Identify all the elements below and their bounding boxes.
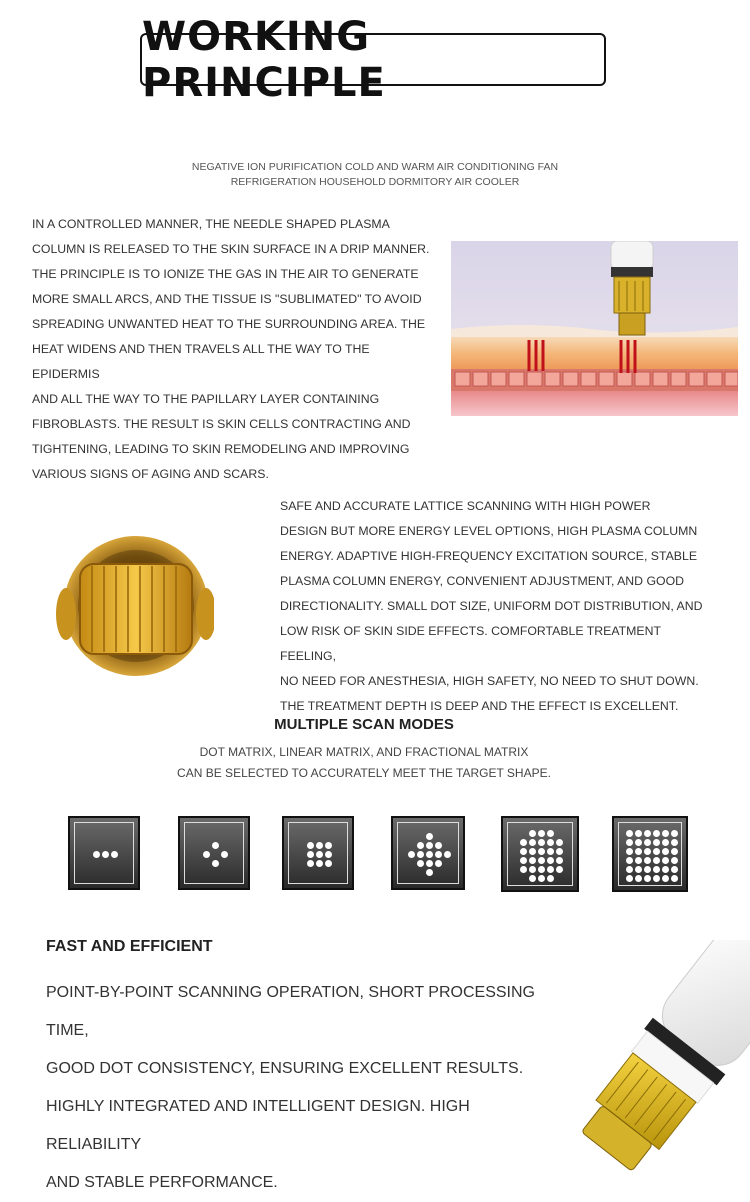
lattice-line: DESIGN BUT MORE ENERGY LEVEL OPTIONS, HIGH PLASMA COLUMN [280, 524, 698, 538]
scan-mode-grid-small-icon [282, 816, 354, 890]
principle-line: IN A CONTROLLED MANNER, THE NEEDLE SHAPED PLASMA [32, 217, 390, 231]
principle-line: MORE SMALL ARCS, AND THE TISSUE IS "SUBLIMATED" TO AVOID [32, 292, 422, 306]
lattice-line: DIRECTIONALITY. SMALL DOT SIZE, UNIFORM DOT DISTRIBUTION, AND [280, 599, 703, 613]
scan-mode-circle-grid-icon [501, 816, 579, 892]
scan-modes-description [0, 742, 728, 784]
page-title: WORKING PRINCIPLE [142, 13, 386, 106]
principle-line: AND ALL THE WAY TO THE PAPILLARY LAYER CONTAINING [32, 392, 380, 406]
scan-mode-diamond-icon [391, 816, 465, 890]
scan-mode-dot-line-icon [68, 816, 140, 890]
handpiece-image [548, 940, 750, 1190]
fast-line: POINT-BY-POINT SCANNING OPERATION, SHORT PROCESSING TIME, [46, 984, 535, 1039]
principle-line: COLUMN IS RELEASED TO THE SKIN SURFACE IN A DRIP MANNER. [32, 242, 430, 256]
scan-modes-desc-line-1: DOT MATRIX, LINEAR MATRIX, AND FRACTIONAL MATRIX [199, 745, 529, 759]
fast-line: HIGHLY INTEGRATED AND INTELLIGENT DESIGN. HIGH RELIABILITY [46, 1098, 470, 1153]
skin-cells-row [455, 372, 738, 386]
principle-line: SPREADING UNWANTED HEAT TO THE SURROUNDING AREA. THE [32, 317, 426, 331]
roller-head-image [56, 534, 214, 680]
title-box [140, 13, 606, 106]
principle-paragraph [32, 212, 432, 487]
subtitle-line-1: NEGATIVE ION PURIFICATION COLD AND WARM AIR CONDITIONING FAN [191, 161, 559, 173]
lattice-paragraph [280, 494, 720, 719]
fast-efficient-title: FAST AND EFFICIENT [46, 938, 213, 955]
scan-mode-cross-icon [178, 816, 250, 890]
fast-line: AND STABLE PERFORMANCE. [46, 1174, 278, 1191]
principle-line: TIGHTENING, LEADING TO SKIN REMODELING AND IMPROVING [32, 442, 410, 456]
subtitle [0, 160, 750, 190]
scan-modes-desc-line-2: CAN BE SELECTED TO ACCURATELY MEET THE TARGET SHAPE. [177, 766, 551, 780]
subtitle-line-2: REFRIGERATION HOUSEHOLD DORMITORY AIR COOLER [230, 176, 520, 188]
lattice-line: PLASMA COLUMN ENERGY, CONVENIENT ADJUSTMENT, AND GOOD [280, 574, 685, 588]
lattice-line: ENERGY. ADAPTIVE HIGH-FREQUENCY EXCITATION SOURCE, STABLE [280, 549, 698, 563]
scan-modes-title: MULTIPLE SCAN MODES [274, 716, 454, 733]
scan-mode-full-grid-icon [612, 816, 688, 892]
principle-line: HEAT WIDENS AND THEN TRAVELS ALL THE WAY TO THE EPIDERMIS [32, 342, 370, 381]
skin-layer-illustration [451, 241, 738, 416]
lattice-line: LOW RISK OF SKIN SIDE EFFECTS. COMFORTABLE TREATMENT FEELING, [280, 624, 661, 663]
principle-line: FIBROBLASTS. THE RESULT IS SKIN CELLS CONTRACTING AND [32, 417, 411, 431]
lattice-line: NO NEED FOR ANESTHESIA, HIGH SAFETY, NO NEED TO SHUT DOWN. [280, 674, 699, 688]
lattice-line: THE TREATMENT DEPTH IS DEEP AND THE EFFECT IS EXCELLENT. [280, 699, 679, 713]
fast-line: GOOD DOT CONSISTENCY, ENSURING EXCELLENT RESULTS. [46, 1060, 524, 1077]
principle-line: VARIOUS SIGNS OF AGING AND SCARS. [32, 467, 269, 481]
principle-line: THE PRINCIPLE IS TO IONIZE THE GAS IN THE AIR TO GENERATE [32, 267, 419, 281]
fast-efficient-text [46, 974, 566, 1202]
lattice-line: SAFE AND ACCURATE LATTICE SCANNING WITH HIGH POWER [280, 499, 651, 513]
